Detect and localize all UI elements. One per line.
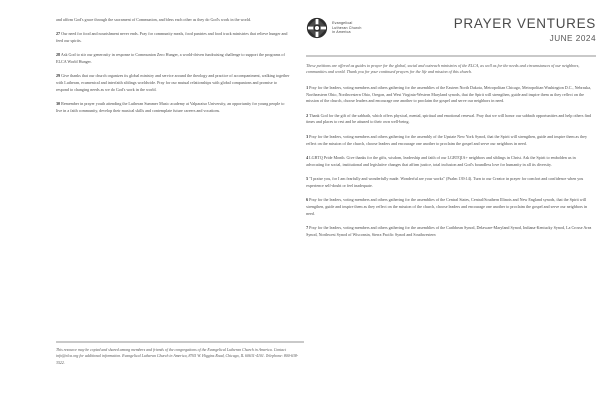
- prayer-entry-text: Give thanks that our church organizes its global ministry and service around the theology and practice of accompaniment, walking together with Lutheran, ecumenical and interfaith siblings worldwide. Pray for our mutual relationships with global companions and promise to respond to changing needs as we do God's work in the world.: [56, 73, 290, 92]
- prayer-entry-number: 30: [56, 101, 61, 107]
- prayer-entry-text: Pray for the leaders, voting members and others gathering for the assemblies of the Caribbean Synod, Delaware-Maryland Synod, Indiana-Kentucky Synod, La Crosse Area Synod, Northwest Synod of Wisconsin, Sierra Pacific Synod and Southwestern: [306, 224, 592, 237]
- prayer-entry: [56, 73, 290, 93]
- intro-paragraph: These petitions are offered as guides to prayer for the global, social and outreach ministries of the ELCA, as well as for the needs and circumstances of our neighbors, communities and world. Thank you for your continued prayers for the life and mission of this church.: [306, 62, 580, 75]
- prayer-entry: [306, 155, 594, 169]
- prayer-entry-text: Remember in prayer youth attending the Lutheran Summer Music academy at Valparaiso University, an opportunity for young people to live in a faith community, develop their musical skills and contemplate future careers and vocations.: [56, 101, 285, 114]
- footer-notice: This resource may be copied and shared among members and friends of the congregations of the Evangelical Lutheran Church in America. Contact info@elca.org for additional information. Evangelical Lutheran Church in America, 8765 W. Higgins Road, Chicago, IL 60631-4101. Telephone: 800-638-3522.: [56, 347, 299, 366]
- prayer-entry-number: 29: [56, 73, 61, 79]
- organization-name-line-1: Evangelical: [332, 21, 353, 26]
- prayer-entry-text: Pray for the leaders, voting members and others gathering for the assembly of the Upstate New York Synod, that the Spirit will strengthen, guide and inspire them as they reflect on the mission of the church, choose leaders and encourage one another to proclaim the gospel and serve our neighbors in need.: [306, 133, 588, 146]
- prayer-entry: [56, 101, 290, 115]
- title-block: [454, 17, 600, 43]
- organization-name: [332, 21, 361, 34]
- footer-divider: [56, 341, 304, 343]
- prayer-entry-number: 28: [56, 52, 61, 58]
- prayer-entry-number: 5: [306, 175, 309, 181]
- prayer-entry: [306, 85, 594, 105]
- document-title: PRAYER VENTURES: [453, 16, 596, 31]
- organization-name-line-2: Lutheran Church: [332, 25, 362, 30]
- prayer-entry: [306, 113, 594, 127]
- prayer-entry: [306, 225, 594, 239]
- prayer-entry-number: 3: [306, 133, 309, 139]
- prayer-entry-number: 27: [56, 31, 61, 37]
- prayer-entry: [56, 31, 290, 45]
- prayer-entry-number: 7: [306, 224, 309, 230]
- left-column: [56, 0, 300, 400]
- prayer-entry: [306, 197, 594, 217]
- prayer-entry-number: 2: [306, 112, 309, 118]
- prayer-entry: [306, 176, 594, 190]
- prayer-entry-number: 6: [306, 196, 309, 202]
- elca-cross-logo-icon: [306, 17, 328, 39]
- prayer-entry-text: Pray for the leaders, voting members and others gathering for the assemblies of the Central States, Central/Southern Illinois and New England synods, that the Spirit will strengthen, guide and inspire them as they reflect on the mission of the church, choose leaders and encourage one another to proclaim the gospel and serve our neighbors in need.: [306, 196, 588, 216]
- organization-brand: [306, 17, 361, 39]
- right-column: [306, 0, 600, 400]
- prayer-entry-text: "I praise you, for I am fearfully and wonderfully made. Wonderful are your works" (Psalm 139:14). Turn to our Creator in prayer for comfort and confidence when you experience self-doubt or feel inadequate.: [306, 175, 584, 188]
- prayer-entry-number: 1: [306, 84, 309, 90]
- organization-name-line-3: in America: [332, 30, 351, 35]
- document-date: JUNE 2024: [549, 33, 596, 43]
- right-column-entries: [306, 85, 594, 239]
- prayer-entry-text: Ask God to stir our generosity in response to Communion Zero Hunger, a world-driven fundraising challenge to support the programs of ELCA World Hunger.: [56, 52, 285, 65]
- prayer-entry-number: 4: [306, 154, 309, 160]
- prayer-entry: [306, 134, 594, 148]
- prayer-entry: [56, 52, 290, 66]
- header-divider: [306, 55, 596, 57]
- footer: [56, 341, 304, 367]
- continuation-paragraph: and affirm God's grace through the sacrament of Communion, and bless each other as they do God's work in the world.: [56, 17, 252, 22]
- prayer-entry-text: Pray for the leaders, voting members and others gathering for the assemblies of the Eastern North Dakota, Metropolitan Chicago, Metropolitan Washington D.C., Nebraska, Northeastern Ohio, Northwestern Ohio, Oregon, and West Virginia-Western Maryland synods, that the Spirit will strengthen, guide and inspire them as they reflect on the mission of the church, choose leaders and encourage one another to proclaim the gospel and serve our neighbors in need.: [306, 84, 592, 104]
- masthead: [306, 0, 600, 49]
- prayer-entry-text: Thank God for the gift of the sabbath, which offers physical, mental, spiritual and emotional renewal. Pray that we will honor our sabbath opportunities and help others find times and places to rest and be attuned to their own well-being.: [306, 112, 592, 125]
- prayer-entry-text: LGBTQ Pride Month. Give thanks for the gifts, wisdom, leadership and faith of our LGBTQIA+ neighbors and siblings in Christ. Ask the Spirit to embolden us in advocating for social, institutional and legislative changes that affirm justice, total inclusion and God's boundless love for humanity in all its diversity.: [306, 154, 576, 167]
- prayer-entry-text: Our need for food and nourishment never ends. Pray for community meals, food pantries and food truck ministries that relieve hunger and feed our spirits.: [56, 31, 288, 44]
- left-column-entries: [56, 17, 290, 115]
